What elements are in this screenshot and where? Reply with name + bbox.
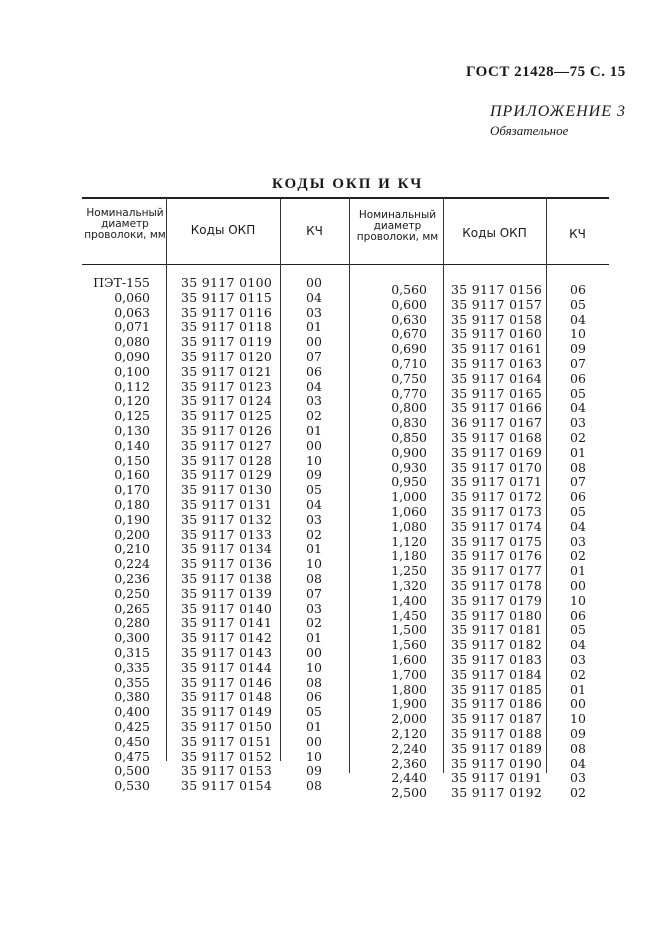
column-divider <box>443 199 444 773</box>
diameter-cell: 0,265 <box>114 600 150 616</box>
kch-cell: 07 <box>570 474 586 490</box>
kch-cell: 10 <box>306 659 322 675</box>
diameter-cell: 0,224 <box>114 556 150 572</box>
diameter-cell: 0,670 <box>391 326 427 342</box>
diameter-cell: 1,400 <box>391 592 427 608</box>
okp-code-cell: 35 9117 0181 <box>451 622 543 638</box>
diameter-cell: 0,425 <box>114 718 150 734</box>
kch-cell: 05 <box>570 503 586 519</box>
diameter-cell: 1,800 <box>391 681 427 697</box>
diameter-cell: 0,170 <box>114 482 150 498</box>
okp-code-cell: 35 9117 0165 <box>451 385 543 401</box>
kch-cell: 03 <box>306 511 322 527</box>
diameter-cell: 0,315 <box>114 644 150 660</box>
kch-cell: 06 <box>570 370 586 386</box>
kch-cell: 01 <box>306 630 322 646</box>
okp-code-cell: 35 9117 0156 <box>451 282 543 297</box>
okp-code-cell: 35 9117 0128 <box>181 452 273 468</box>
kch-cell: 09 <box>306 467 322 483</box>
okp-code-cell: 35 9117 0170 <box>451 459 543 475</box>
diameter-cell: 0,080 <box>114 334 150 350</box>
kch-cell: 05 <box>306 482 322 498</box>
diameter-cell: 0,930 <box>391 459 427 475</box>
kch-cell: 01 <box>570 563 586 579</box>
okp-code-cell: 35 9117 0132 <box>181 511 273 527</box>
kch-cell: 07 <box>570 355 586 371</box>
kch-cell: 05 <box>306 704 322 720</box>
kch-cell: 08 <box>306 778 322 794</box>
kch-cell: 06 <box>570 282 586 297</box>
okp-code-cell: 35 9117 0134 <box>181 541 273 557</box>
okp-code-cell: 35 9117 0131 <box>181 496 273 512</box>
kch-cell: 09 <box>570 341 586 357</box>
diameter-cell: 1,560 <box>391 637 427 653</box>
header-diameter: Номинальный диаметр проволоки, мм <box>356 209 439 243</box>
diameter-cell: 1,700 <box>391 666 427 682</box>
kch-cell: 00 <box>570 696 586 712</box>
diameter-cell: 0,475 <box>114 748 150 764</box>
okp-code-cell: 35 9117 0142 <box>181 630 273 646</box>
okp-code-cell: 35 9117 0123 <box>181 378 273 394</box>
diameter-cell: 1,060 <box>391 503 427 519</box>
okp-code-cell: 35 9117 0192 <box>451 785 543 801</box>
okp-code-cell: 35 9117 0175 <box>451 533 543 549</box>
diameter-cell: 1,450 <box>391 607 427 623</box>
kch-cell: 01 <box>306 718 322 734</box>
diameter-cell: 0,200 <box>114 526 150 542</box>
okp-code-cell: 35 9117 0173 <box>451 503 543 519</box>
okp-code-cell: 35 9117 0115 <box>181 289 273 305</box>
okp-code-cell: 35 9117 0126 <box>181 422 273 438</box>
okp-code-cell: 36 9117 0167 <box>451 415 543 431</box>
kch-cell: 05 <box>570 296 586 312</box>
diameter-cell: 0,125 <box>114 408 150 424</box>
diameter-cell: 0,112 <box>114 378 150 394</box>
diameter-cell: 0,750 <box>391 370 427 386</box>
diameter-cell: 0,280 <box>114 615 150 631</box>
kch-cell: 02 <box>306 408 322 424</box>
okp-code-cell: 35 9117 0160 <box>451 326 543 342</box>
diameter-cell: 0,710 <box>391 355 427 371</box>
okp-code-cell: 35 9117 0127 <box>181 437 273 453</box>
okp-code-cell: 35 9117 0130 <box>181 482 273 498</box>
column-divider <box>546 199 547 773</box>
kch-cell: 03 <box>306 304 322 320</box>
kch-cell: 04 <box>570 755 586 771</box>
kch-cell: 00 <box>306 334 322 350</box>
diameter-cell: 0,190 <box>114 511 150 527</box>
okp-code-cell: 35 9117 0121 <box>181 363 273 379</box>
kch-cell: 09 <box>570 725 586 741</box>
okp-code-cell: 35 9117 0166 <box>451 400 543 416</box>
kch-cell: 08 <box>570 740 586 756</box>
kch-cell: 01 <box>306 319 322 335</box>
kch-cell: 10 <box>306 556 322 572</box>
diameter-cell: 2,000 <box>391 711 427 727</box>
okp-code-cell: 35 9117 0191 <box>451 770 543 786</box>
diameter-cell: 0,120 <box>114 393 150 409</box>
diameter-cell: 0,630 <box>391 311 427 327</box>
okp-code-cell: 35 9117 0174 <box>451 518 543 534</box>
kch-cell: 08 <box>306 570 322 586</box>
diameter-cell: 0,335 <box>114 659 150 675</box>
header-kch: КЧ <box>569 227 586 241</box>
diameter-cell: 0,140 <box>114 437 150 453</box>
kch-cell: 05 <box>570 622 586 638</box>
diameter-cell: 0,850 <box>391 429 427 445</box>
okp-code-cell: 35 9117 0144 <box>181 659 273 675</box>
okp-code-cell: 35 9117 0136 <box>181 556 273 572</box>
kch-cell: 04 <box>570 637 586 653</box>
appendix-label: ПРИЛОЖЕНИЕ 3 <box>490 103 626 120</box>
okp-code-cell: 35 9117 0188 <box>451 725 543 741</box>
okp-code-cell: 35 9117 0168 <box>451 429 543 445</box>
diameter-cell: 0,063 <box>114 304 150 320</box>
okp-code-cell: 35 9117 0143 <box>181 644 273 660</box>
okp-code-cell: 35 9117 0154 <box>181 778 273 794</box>
okp-code-cell: 35 9117 0157 <box>451 296 543 312</box>
diameter-cell: 0,830 <box>391 415 427 431</box>
okp-code-cell: 35 9117 0152 <box>181 748 273 764</box>
kch-cell: 03 <box>570 533 586 549</box>
okp-code-cell: 35 9117 0158 <box>451 311 543 327</box>
okp-code-cell: 35 9117 0153 <box>181 763 273 779</box>
okp-code-cell: 35 9117 0150 <box>181 718 273 734</box>
kch-cell: 07 <box>306 348 322 364</box>
diameter-cell: 2,500 <box>391 785 427 801</box>
table-top-rule <box>82 197 609 199</box>
diameter-cell: 0,800 <box>391 400 427 416</box>
diameter-cell: 1,900 <box>391 696 427 712</box>
okp-code-cell: 35 9117 0118 <box>181 319 273 335</box>
diameter-cell: 0,355 <box>114 674 150 690</box>
diameter-cell: ПЭТ-155 <box>93 275 150 290</box>
diameter-cell: 1,120 <box>391 533 427 549</box>
header-kch: КЧ <box>306 224 323 238</box>
diameter-cell: 0,130 <box>114 422 150 438</box>
diameter-cell: 1,180 <box>391 548 427 564</box>
diameter-cell: 0,450 <box>114 733 150 749</box>
kch-cell: 00 <box>306 275 322 290</box>
mandatory-label: Обязательное <box>490 123 569 138</box>
kch-cell: 09 <box>306 763 322 779</box>
okp-code-cell: 35 9117 0138 <box>181 570 273 586</box>
kch-cell: 02 <box>306 526 322 542</box>
okp-code-cell: 35 9117 0146 <box>181 674 273 690</box>
header-diameter: Номинальный диаметр проволоки, мм <box>84 207 166 241</box>
kch-cell: 08 <box>306 674 322 690</box>
diameter-cell: 0,210 <box>114 541 150 557</box>
diameter-cell: 0,090 <box>114 348 150 364</box>
diameter-cell: 2,440 <box>391 770 427 786</box>
diameter-cell: 0,400 <box>114 704 150 720</box>
okp-code-cell: 35 9117 0163 <box>451 355 543 371</box>
okp-code-cell: 35 9117 0185 <box>451 681 543 697</box>
diameter-cell: 1,080 <box>391 518 427 534</box>
kch-cell: 10 <box>306 748 322 764</box>
okp-code-cell: 35 9117 0182 <box>451 637 543 653</box>
okp-code-cell: 35 9117 0178 <box>451 577 543 593</box>
kch-cell: 06 <box>306 363 322 379</box>
diameter-cell: 0,060 <box>114 289 150 305</box>
okp-code-cell: 35 9117 0125 <box>181 408 273 424</box>
diameter-cell: 2,240 <box>391 740 427 756</box>
okp-code-cell: 35 9117 0164 <box>451 370 543 386</box>
diameter-cell: 1,000 <box>391 489 427 505</box>
kch-cell: 05 <box>570 385 586 401</box>
kch-cell: 04 <box>306 496 322 512</box>
okp-code-cell: 35 9117 0129 <box>181 467 273 483</box>
okp-code-cell: 35 9117 0177 <box>451 563 543 579</box>
okp-code-cell: 35 9117 0141 <box>181 615 273 631</box>
standard-number: ГОСТ 21428—75 С. 15 <box>466 64 626 80</box>
diameter-cell: 0,236 <box>114 570 150 586</box>
diameter-cell: 0,900 <box>391 444 427 460</box>
column-divider <box>166 199 167 761</box>
kch-cell: 04 <box>306 289 322 305</box>
diameter-cell: 0,380 <box>114 689 150 705</box>
kch-cell: 04 <box>306 378 322 394</box>
kch-cell: 10 <box>570 592 586 608</box>
okp-code-cell: 35 9117 0139 <box>181 585 273 601</box>
kch-cell: 07 <box>306 585 322 601</box>
okp-code-cell: 35 9117 0179 <box>451 592 543 608</box>
okp-code-cell: 35 9117 0176 <box>451 548 543 564</box>
kch-cell: 04 <box>570 311 586 327</box>
kch-cell: 01 <box>306 541 322 557</box>
kch-cell: 06 <box>570 489 586 505</box>
diameter-cell: 0,600 <box>391 296 427 312</box>
diameter-cell: 2,120 <box>391 725 427 741</box>
diameter-cell: 0,300 <box>114 630 150 646</box>
kch-cell: 00 <box>306 644 322 660</box>
table-title: КОДЫ ОКП И КЧ <box>272 176 424 192</box>
kch-cell: 10 <box>570 711 586 727</box>
kch-cell: 06 <box>570 607 586 623</box>
kch-cell: 04 <box>570 518 586 534</box>
table-header-rule <box>82 264 609 265</box>
diameter-cell: 0,560 <box>391 282 427 297</box>
kch-cell: 00 <box>570 577 586 593</box>
diameter-cell: 1,500 <box>391 622 427 638</box>
okp-code-cell: 35 9117 0172 <box>451 489 543 505</box>
okp-code-cell: 35 9117 0161 <box>451 341 543 357</box>
okp-code-cell: 35 9117 0171 <box>451 474 543 490</box>
okp-code-cell: 35 9117 0186 <box>451 696 543 712</box>
okp-code-cell: 35 9117 0180 <box>451 607 543 623</box>
diameter-cell: 1,250 <box>391 563 427 579</box>
okp-code-cell: 35 9117 0116 <box>181 304 273 320</box>
kch-cell: 02 <box>570 429 586 445</box>
header-okp: Коды ОКП <box>190 223 256 237</box>
okp-code-cell: 35 9117 0187 <box>451 711 543 727</box>
kch-cell: 02 <box>570 785 586 801</box>
okp-code-cell: 35 9117 0100 <box>181 275 273 290</box>
kch-cell: 06 <box>306 689 322 705</box>
okp-code-cell: 35 9117 0140 <box>181 600 273 616</box>
diameter-cell: 0,530 <box>114 778 150 794</box>
okp-code-cell: 35 9117 0183 <box>451 651 543 667</box>
kch-cell: 01 <box>570 681 586 697</box>
diameter-cell: 0,160 <box>114 467 150 483</box>
kch-cell: 04 <box>570 400 586 416</box>
kch-cell: 03 <box>570 770 586 786</box>
kch-cell: 01 <box>570 444 586 460</box>
okp-code-cell: 35 9117 0151 <box>181 733 273 749</box>
okp-code-cell: 35 9117 0120 <box>181 348 273 364</box>
kch-cell: 02 <box>570 666 586 682</box>
diameter-cell: 0,180 <box>114 496 150 512</box>
kch-cell: 10 <box>570 326 586 342</box>
kch-cell: 02 <box>570 548 586 564</box>
diameter-cell: 1,320 <box>391 577 427 593</box>
kch-cell: 03 <box>306 600 322 616</box>
column-divider <box>349 199 350 773</box>
okp-code-cell: 35 9117 0149 <box>181 704 273 720</box>
diameter-cell: 1,600 <box>391 651 427 667</box>
diameter-cell: 0,100 <box>114 363 150 379</box>
okp-code-cell: 35 9117 0119 <box>181 334 273 350</box>
diameter-cell: 0,500 <box>114 763 150 779</box>
diameter-cell: 0,071 <box>114 319 150 335</box>
kch-cell: 03 <box>570 651 586 667</box>
kch-cell: 08 <box>570 459 586 475</box>
diameter-cell: 0,250 <box>114 585 150 601</box>
kch-cell: 10 <box>306 452 322 468</box>
header-okp: Коды ОКП <box>462 226 527 240</box>
okp-code-cell: 35 9117 0169 <box>451 444 543 460</box>
kch-cell: 03 <box>570 415 586 431</box>
okp-code-cell: 35 9117 0133 <box>181 526 273 542</box>
okp-code-cell: 35 9117 0189 <box>451 740 543 756</box>
kch-cell: 00 <box>306 437 322 453</box>
kch-cell: 01 <box>306 422 322 438</box>
diameter-cell: 0,770 <box>391 385 427 401</box>
kch-cell: 00 <box>306 733 322 749</box>
okp-code-cell: 35 9117 0190 <box>451 755 543 771</box>
kch-cell: 03 <box>306 393 322 409</box>
okp-code-cell: 35 9117 0184 <box>451 666 543 682</box>
diameter-cell: 0,690 <box>391 341 427 357</box>
kch-cell: 02 <box>306 615 322 631</box>
diameter-cell: 0,150 <box>114 452 150 468</box>
okp-code-cell: 35 9117 0124 <box>181 393 273 409</box>
diameter-cell: 2,360 <box>391 755 427 771</box>
okp-code-cell: 35 9117 0148 <box>181 689 273 705</box>
diameter-cell: 0,950 <box>391 474 427 490</box>
